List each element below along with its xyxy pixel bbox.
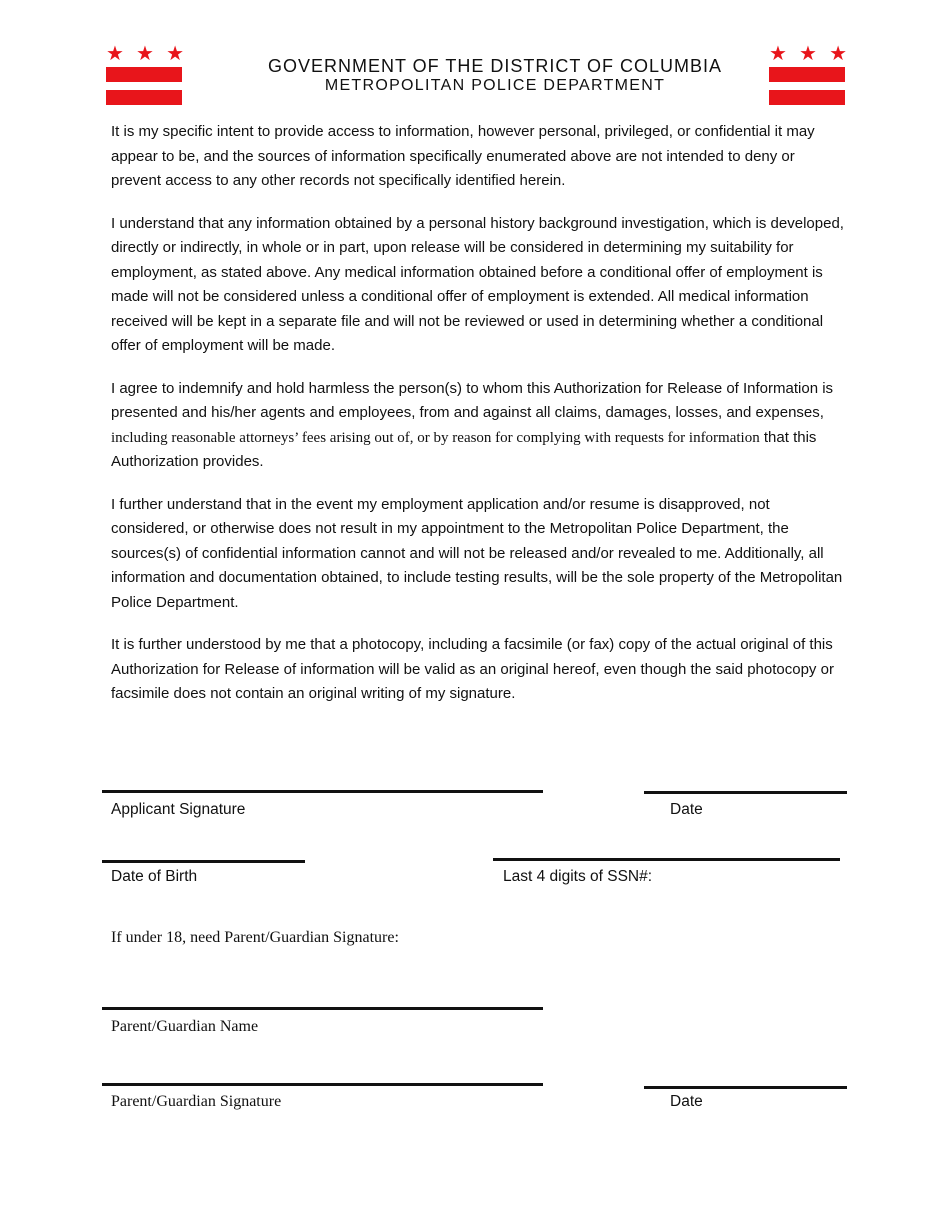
ssn-line[interactable] <box>493 858 840 861</box>
guardian-name-line[interactable] <box>102 1007 543 1010</box>
star-icon: ★ <box>136 41 154 65</box>
applicant-signature-line[interactable] <box>102 790 543 793</box>
star-icon: ★ <box>829 41 847 65</box>
guardian-name-label: Parent/Guardian Name <box>111 1018 259 1035</box>
ssn-label: Last 4 digits of SSN#: <box>503 868 653 885</box>
government-title: GOVERNMENT OF THE DISTRICT OF COLUMBIA <box>267 56 723 76</box>
star-icon: ★ <box>166 41 184 65</box>
date-label-1: Date <box>670 801 703 818</box>
paragraph-photocopy: It is further understood by me that a photocopy, including a facsimile (or fax) copy of the actual original of this Authorization for Release of information will be valid as an original hereof, even though the said photocopy or facsimile does not contain an original writing of my signature. <box>111 636 834 702</box>
document-body <box>111 120 846 725</box>
star-icon: ★ <box>799 41 817 65</box>
paragraph-access-intent: It is my specific intent to provide access to information, however personal, privileged, or confidential it may appear to be, and the sources of information specifically enumerated above are not intended to deny or prevent access to any other records not specifically identified herein. <box>111 123 815 189</box>
applicant-signature-label: Applicant Signature <box>111 801 246 818</box>
star-icon: ★ <box>769 41 787 65</box>
indemnify-text-b: including reasonable attorneys’ fees arising out of, or by reason for complying with requests for information <box>111 429 760 446</box>
star-icon: ★ <box>106 41 124 65</box>
indemnify-text-c: that this Authorization provides. <box>111 428 817 470</box>
indemnify-text-a: I agree to indemnify and hold harmless the person(s) to whom this Authorization for Release of Information is presented and his/her agents and employees, from and against all claims, damages, losses, and expenses, <box>111 379 834 421</box>
date-line-1[interactable] <box>644 791 847 794</box>
guardian-signature-label: Parent/Guardian Signature <box>111 1093 282 1110</box>
date-line-2[interactable] <box>644 1086 847 1089</box>
guardian-note: If under 18, need Parent/Guardian Signature: <box>111 929 399 946</box>
date-of-birth-label: Date of Birth <box>111 868 198 885</box>
date-of-birth-line[interactable] <box>102 860 305 863</box>
paragraph-indemnify <box>111 377 846 475</box>
paragraph-background-investigation: I understand that any information obtained by a personal history background investigation, which is developed, directly or indirectly, in whole or in part, upon release will be considered in determining my suitability for employment, as stated above. Any medical information obtained before a conditional offer of employment is made will not be considered unless a conditional offer of employment is extended. All medical information received will be kept in a separate file and will not be reviewed or used in determining whether a conditional offer of employment will be made. <box>111 214 844 354</box>
date-label-2: Date <box>670 1093 703 1110</box>
paragraph-disapproval: I further understand that in the event my employment application and/or resume is disapproved, not considered, or otherwise does not result in my appointment to the Metropolitan Police Department, the sources(s) of confidential information cannot and will not be released and/or revealed to me. Additionally, all information and documentation obtained, to include testing results, will be the sole property of the Metropolitan Police Department. <box>111 495 843 611</box>
guardian-signature-line[interactable] <box>102 1083 543 1086</box>
department-title: METROPOLITAN POLICE DEPARTMENT <box>324 77 666 94</box>
